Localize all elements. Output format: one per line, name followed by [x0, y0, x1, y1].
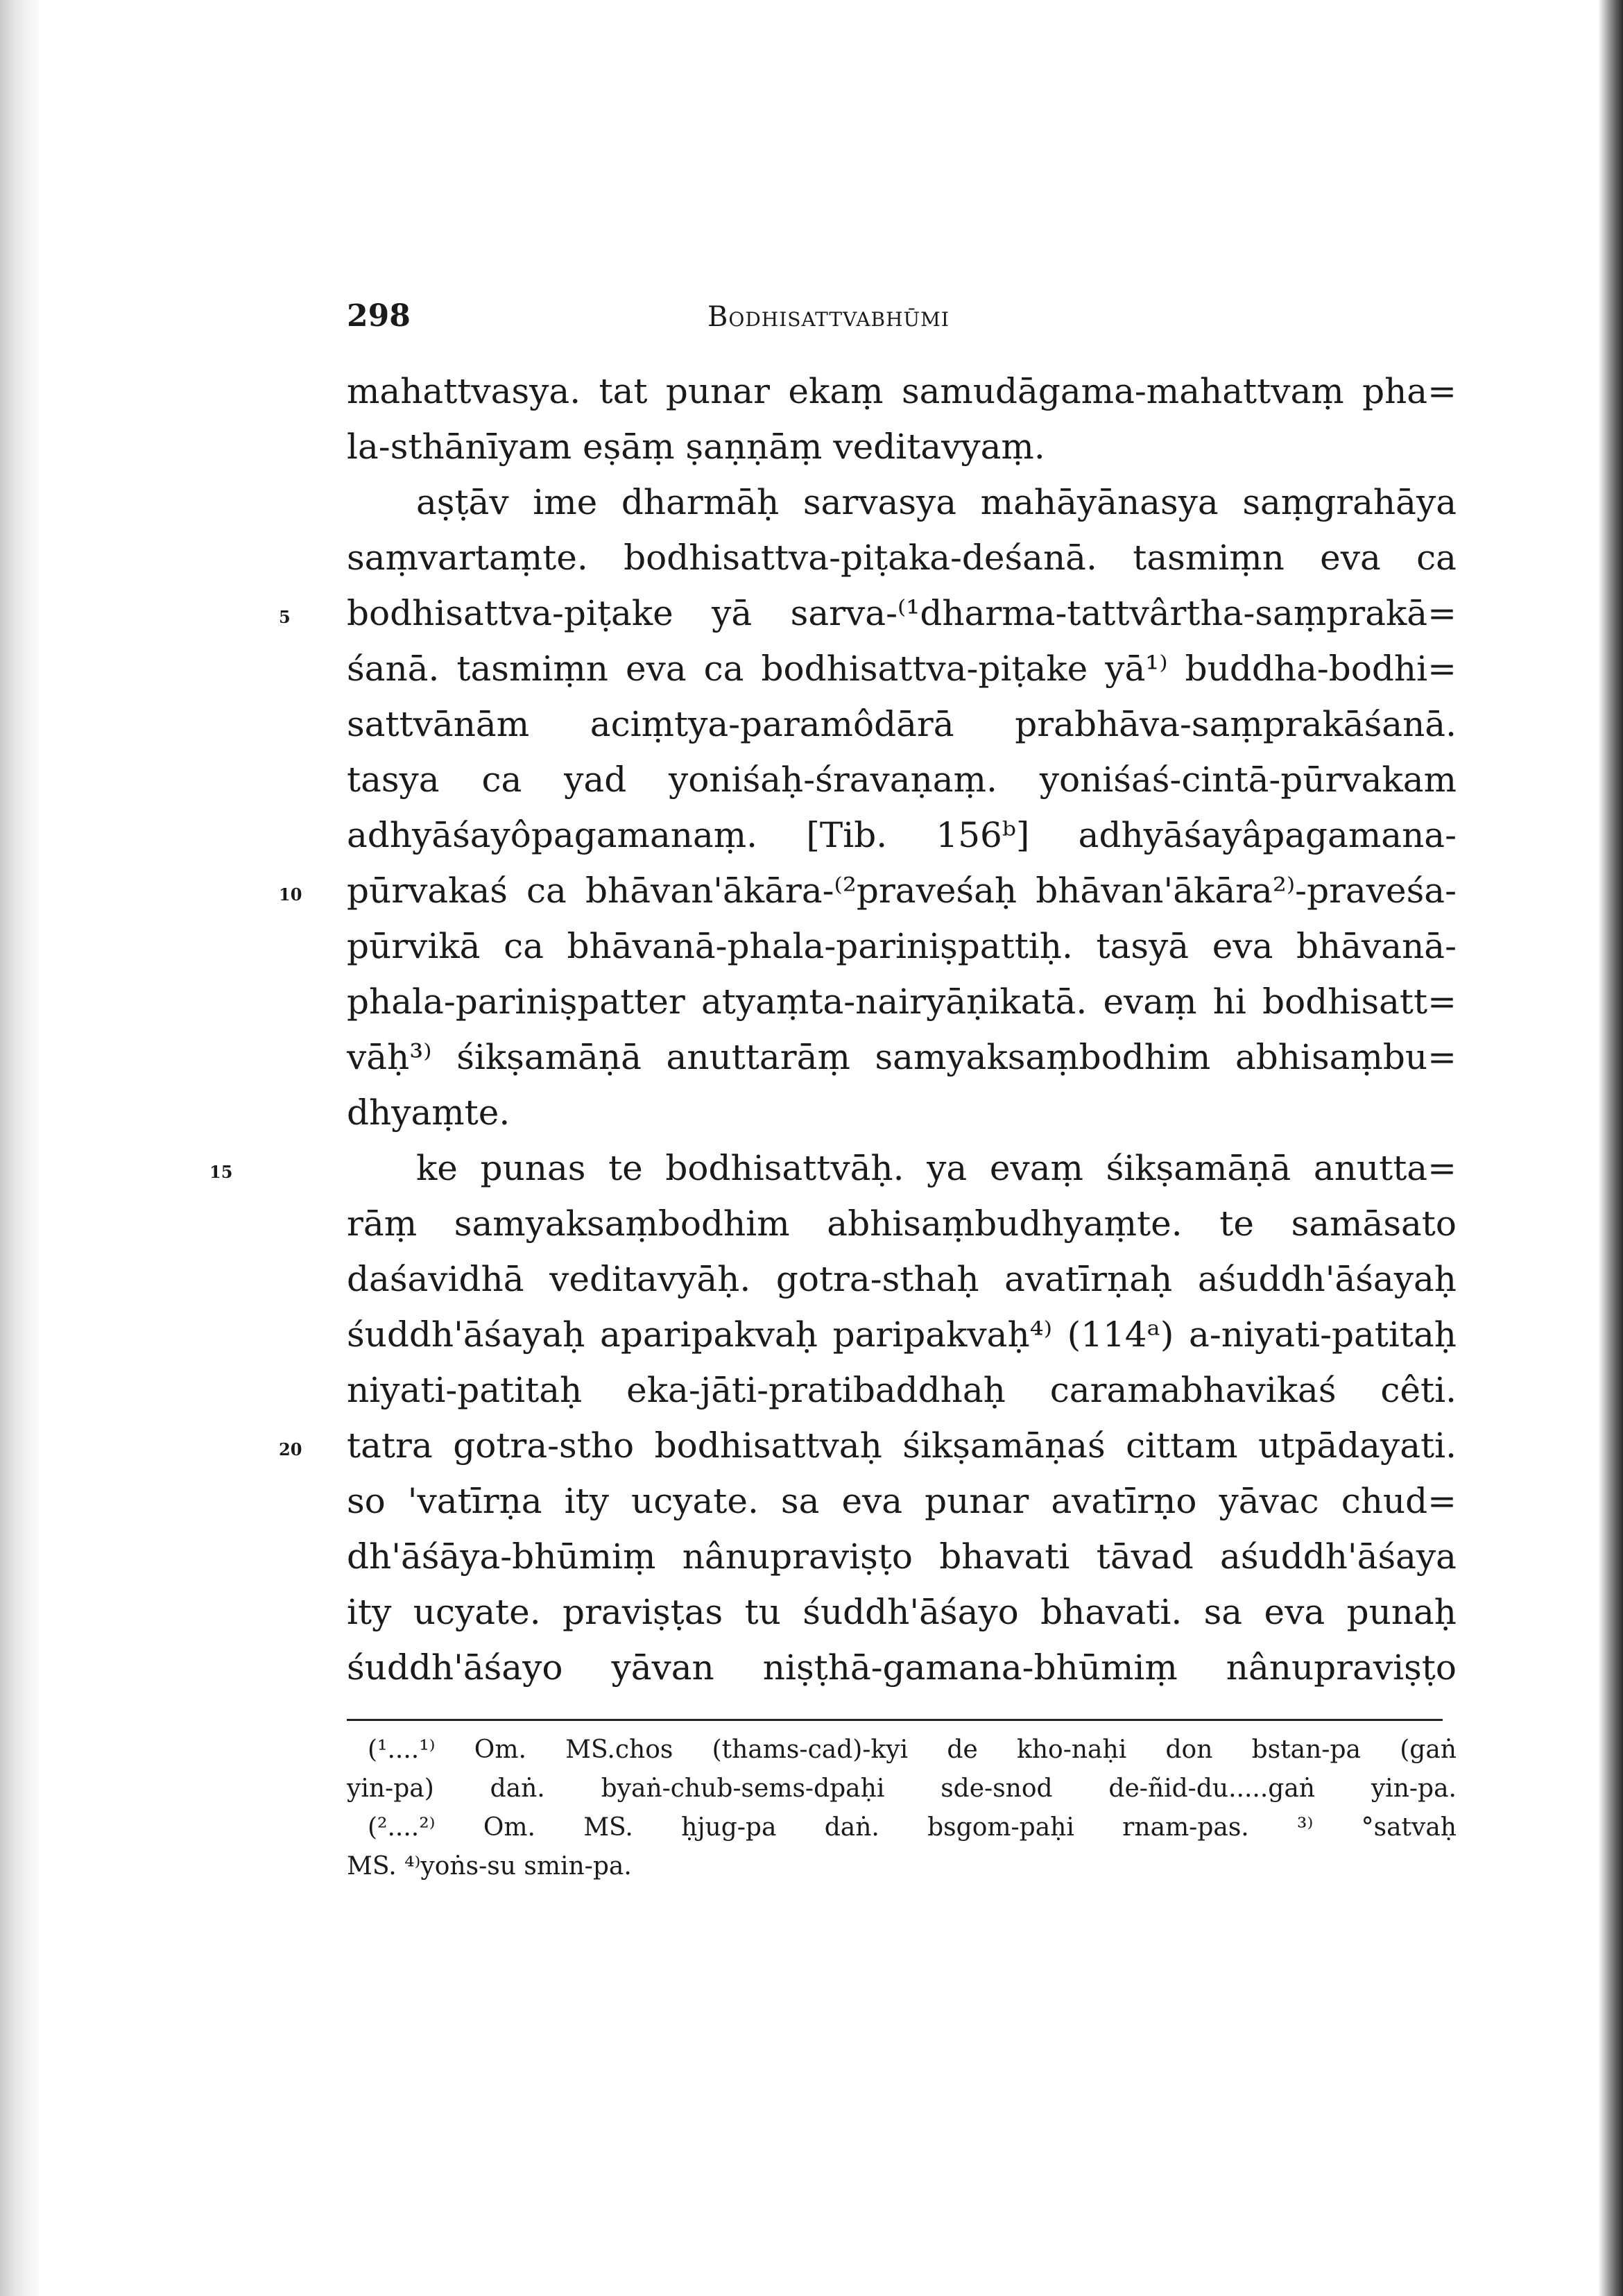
scan-shadow-left: [0, 0, 42, 2296]
text-line: phala-pariniṣpatter atyaṃta-nairyāṇikatā. evaṃ hi bodhisatt=: [347, 982, 1457, 1022]
text-line: dhyaṃte.: [347, 1093, 510, 1133]
text-line: 5 bodhisattva-piṭake yā sarva-⁽¹dharma-tattvârtha-saṃprakā=: [347, 585, 1457, 641]
text-line: rāṃ samyaksaṃbodhim abhisaṃbudhyaṃte. te samāsato: [347, 1203, 1457, 1244]
footnote-line: (²....²⁾ Om. MS. ḥjug-pa daṅ. bsgom-paḥi rnam-pas. ³⁾ °satvaḥ: [368, 1813, 1457, 1842]
footnote-divider: [347, 1719, 1443, 1721]
text-line: ity ucyate. praviṣṭas tu śuddh'āśayo bhavati. sa eva punaḥ: [347, 1592, 1457, 1632]
line-number: 20: [279, 1439, 302, 1459]
running-title: Bodhisattvabhūmi: [707, 301, 950, 333]
footnote-line: MS. ⁴⁾yoṅs-su smin-pa.: [347, 1852, 632, 1881]
text-line: tasya ca yad yoniśaḥ-śravaṇaṃ. yoniśaś-cintā-pūrvakam: [347, 760, 1457, 800]
text-line: niyati-patitaḥ eka-jāti-pratibaddhaḥ caramabhavikaś cêti.: [347, 1370, 1457, 1410]
page-header: [347, 298, 1457, 347]
text-line: sattvānām aciṃtya-paramôdārā prabhāva-saṃprakāśanā.: [347, 704, 1457, 744]
page-number: 298: [347, 298, 411, 334]
text-line: 15 ke punas te bodhisattvāḥ. ya evaṃ śikṣamāṇā anutta=: [347, 1140, 1457, 1196]
line-number: 10: [279, 884, 302, 905]
text-line: so 'vatīrṇa ity ucyate. sa eva punar avatīrṇo yāvac chud=: [347, 1481, 1457, 1521]
text-line: adhyāśayôpagamanaṃ. [Tib. 156ᵇ] adhyāśayâpagamana-: [347, 815, 1457, 855]
text-line: saṃvartaṃte. bodhisattva-piṭaka-deśanā. tasmiṃn eva ca: [347, 538, 1457, 578]
line-number: 15: [209, 1162, 233, 1182]
text-line: la-sthānīyam eṣāṃ ṣaṇṇāṃ veditavyaṃ.: [347, 427, 1045, 467]
line-number: 5: [279, 607, 291, 627]
text-line: 20 tatra gotra-stho bodhisattvaḥ śikṣamāṇaś cittam utpādayati.: [347, 1418, 1457, 1473]
text-line: aṣṭāv ime dharmāḥ sarvasya mahāyānasya saṃgrahāya: [416, 482, 1457, 522]
text-line: śuddh'āśayaḥ aparipakvaḥ paripakvaḥ⁴⁾ (114ᵃ) a-niyati-patitaḥ: [347, 1314, 1457, 1355]
text-line: mahattvasya. tat punar ekaṃ samudāgama-mahattvaṃ pha=: [347, 371, 1457, 411]
text-line: 10 pūrvakaś ca bhāvan'ākāra-⁽²praveśaḥ bhāvan'ākāra²⁾-praveśa-: [347, 863, 1457, 918]
footnote-line: (¹....¹⁾ Om. MS.chos (thams-cad)-kyi de kho-naḥi don bstan-pa (gaṅ: [368, 1736, 1457, 1764]
text-line: śuddh'āśayo yāvan niṣṭhā-gamana-bhūmiṃ nânupraviṣṭo: [347, 1647, 1457, 1688]
main-text: [209, 363, 1457, 1695]
text-line: pūrvikā ca bhāvanā-phala-pariniṣpattiḥ. tasyā eva bhāvanā-: [347, 926, 1457, 966]
text-line: śanā. tasmiṃn eva ca bodhisattva-piṭake yā¹⁾ buddha-bodhi=: [347, 649, 1457, 689]
text-line: dh'āśāya-bhūmiṃ nânupraviṣṭo bhavati tāvad aśuddh'āśaya: [347, 1536, 1457, 1577]
footnote-line: yin-pa) daṅ. byaṅ-chub-sems-dpaḥi sde-snod de-ñid-du.....gaṅ yin-pa.: [347, 1774, 1457, 1803]
footnotes: [347, 1731, 1457, 1886]
scan-shadow-right: [1598, 0, 1623, 2296]
text-line: vāḥ³⁾ śikṣamāṇā anuttarāṃ samyaksaṃbodhim abhisaṃbu=: [347, 1037, 1457, 1077]
text-line: daśavidhā veditavyāḥ. gotra-sthaḥ avatīrṇaḥ aśuddh'āśayaḥ: [347, 1259, 1457, 1299]
book-page: [209, 298, 1457, 1886]
